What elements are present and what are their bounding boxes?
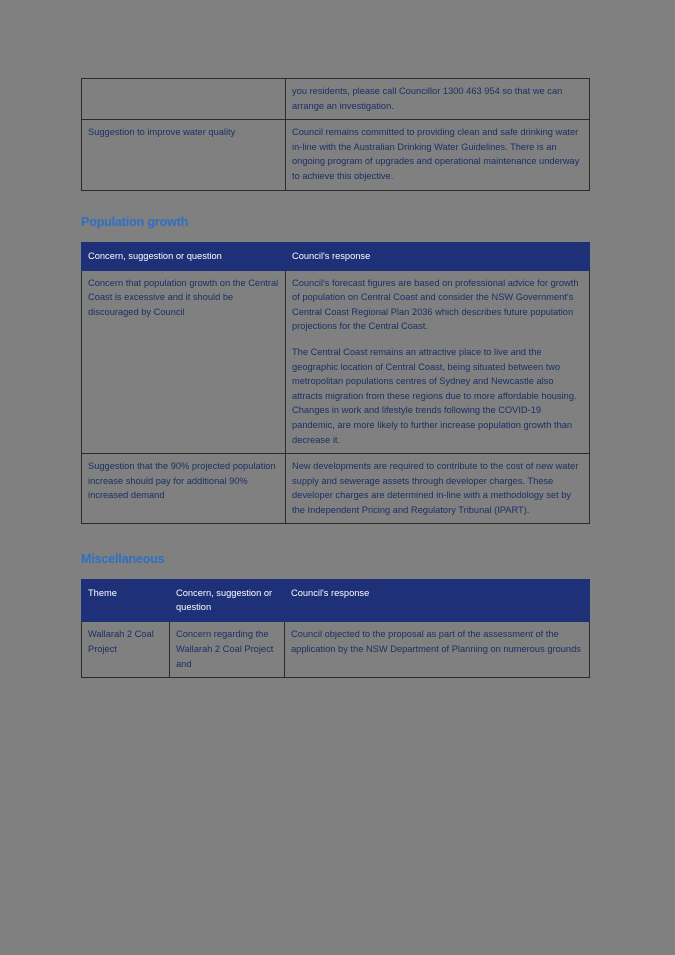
spacer [81,229,589,242]
table-row [82,454,590,524]
cell-response [286,270,590,454]
response-paragraph: Council's forecast figures are based on professional advice for growth of population on Central Coast and consider the NSW Government's Central Coast Regional Plan 2036 which describes future population projections for the Central Coast. [292,277,579,332]
cell-response: you residents, please call Councillor 1300 463 954 so that we can arrange an investigation. [286,79,590,120]
cell-concern: Concern regarding the Wallarah 2 Coal Project and [170,622,285,678]
spacer [81,524,589,552]
section-heading-miscellaneous: Miscellaneous [81,552,165,567]
table-row [82,622,590,678]
column-header-concern: Concern, suggestion or question [170,580,285,622]
table-row [82,270,590,454]
cell-response: Council objected to the proposal as part of the assessment of the application by the NSW Department of Planning on numerous grounds [285,622,590,678]
cell-concern: Concern that population growth on the Central Coast is excessive and it should be discouraged by Council [82,270,286,454]
table-population-growth [81,242,590,525]
cell-theme: Wallarah 2 Coal Project [82,622,170,678]
table-miscellaneous [81,579,590,678]
spacer [81,566,589,579]
cell-response [286,454,590,524]
column-header-response: Council's response [285,580,590,622]
section-heading-population-growth: Population growth [81,214,189,229]
cell-concern: Suggestion to improve water quality [82,120,286,190]
table-header-row [82,242,590,270]
cell-concern: Suggestion that the 90% projected population increase should pay for additional 90% increased demand [82,454,286,524]
cell-response: Council remains committed to providing clean and safe drinking water in-line with the Australian Drinking Water Guidelines. There is an ongoing program of upgrades and operational maintenance underway to achieve this objective. [286,120,590,190]
response-paragraph: The Central Coast remains an attractive place to live and the geographic location of Central Coast, being situated between two metropolitan populations centres of Sydney and Newcastle also attracts migration from these regions due to more affordable housing. Changes in work and lifestyle trends following the COVID-19 pandemic, are more likely to further increase population growth than decrease it. [292,346,577,445]
spacer [81,191,589,215]
column-header-theme: Theme [82,580,170,622]
page-content [81,78,589,678]
column-header-concern: Concern, suggestion or question [82,242,286,270]
response-paragraph: New developments are required to contribute to the cost of new water supply and sewerage assets through developer charges. These developer charges are determined in-line with a methodology set by the Independent Pricing and Regulatory Tribunal (IPART). [292,461,579,515]
cell-concern [82,79,286,120]
table-water-quality-continued [81,78,590,191]
table-header-row [82,580,590,622]
column-header-response: Council's response [286,242,590,270]
table-row [82,120,590,190]
table-row [82,79,590,120]
